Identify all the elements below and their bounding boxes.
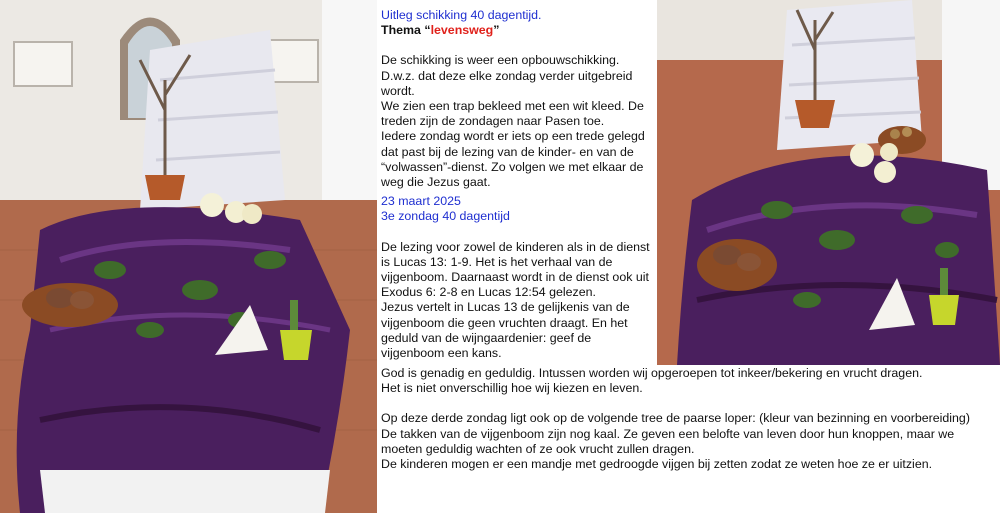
explanation-text-wide xyxy=(381,366,993,472)
sunday-line: 3e zondag 40 dagentijd xyxy=(381,209,510,224)
theme-prefix: Thema “ xyxy=(381,23,431,38)
arrangement-photo-right xyxy=(657,0,1000,365)
explanation-text xyxy=(381,8,653,361)
closing-paragraph: De takken van de vijgenboom zijn nog kaal. Ze geven een belofte van leven door hun knoppen, maar we moeten geduldig wachten of ze ook vrucht zullen dragen. xyxy=(381,426,955,456)
closing-paragraph: Op deze derde zondag ligt ook op de volgende tree de paarse loper: (kleur van bezinning en voorbereiding) xyxy=(381,411,970,426)
theme-line xyxy=(381,23,653,38)
wide-paragraph: God is genadig en geduldig. Intussen worden wij opgeroepen tot inkeer/bekering en vrucht dragen. xyxy=(381,366,923,380)
arrangement-photo-left xyxy=(0,0,377,513)
intro-paragraph: Iedere zondag wordt er iets op een trede gelegd dat past bij de lezing van de kinder- en van de “volwassen”-dienst. Zo volgen we met elkaar de weg die Jezus gaat. xyxy=(381,129,645,190)
theme-highlight: levensweg xyxy=(430,23,494,38)
reading-paragraph: De lezing voor zowel de kinderen als in de dienst is Lucas 13: 1-9. Het is het verhaal van de vijgenboom. Daarnaast wordt in de dienst ook uit Exodus 6: 2-8 en Lucas 12:54 gelezen. xyxy=(381,239,650,300)
closing-paragraph: De kinderen mogen er een mandje met gedroogde vijgen bij zetten zodat ze weten hoe ze er uitzien. xyxy=(381,457,933,472)
intro-paragraph: De schikking is weer een opbouwschikking. xyxy=(381,53,620,68)
date-line: 23 maart 2025 xyxy=(381,194,461,209)
intro-paragraph: We zien een trap bekleed met een wit kleed. De treden zijn de zondagen naar Pasen toe. xyxy=(381,99,644,129)
wide-paragraph: Het is niet onverschillig hoe wij kiezen en leven. xyxy=(381,381,643,396)
page-title: Uitleg schikking 40 dagentijd. xyxy=(381,8,542,22)
theme-suffix: ” xyxy=(493,23,500,38)
reading-paragraph: Jezus vertelt in Lucas 13 de gelijkenis van de vijgenboom die geen vruchten draagt. En het geduld van de wijngaardenier: geef de vijgenboom een kans. xyxy=(381,300,630,361)
intro-paragraph: D.w.z. dat deze elke zondag verder uitgebreid wordt. xyxy=(381,68,633,98)
